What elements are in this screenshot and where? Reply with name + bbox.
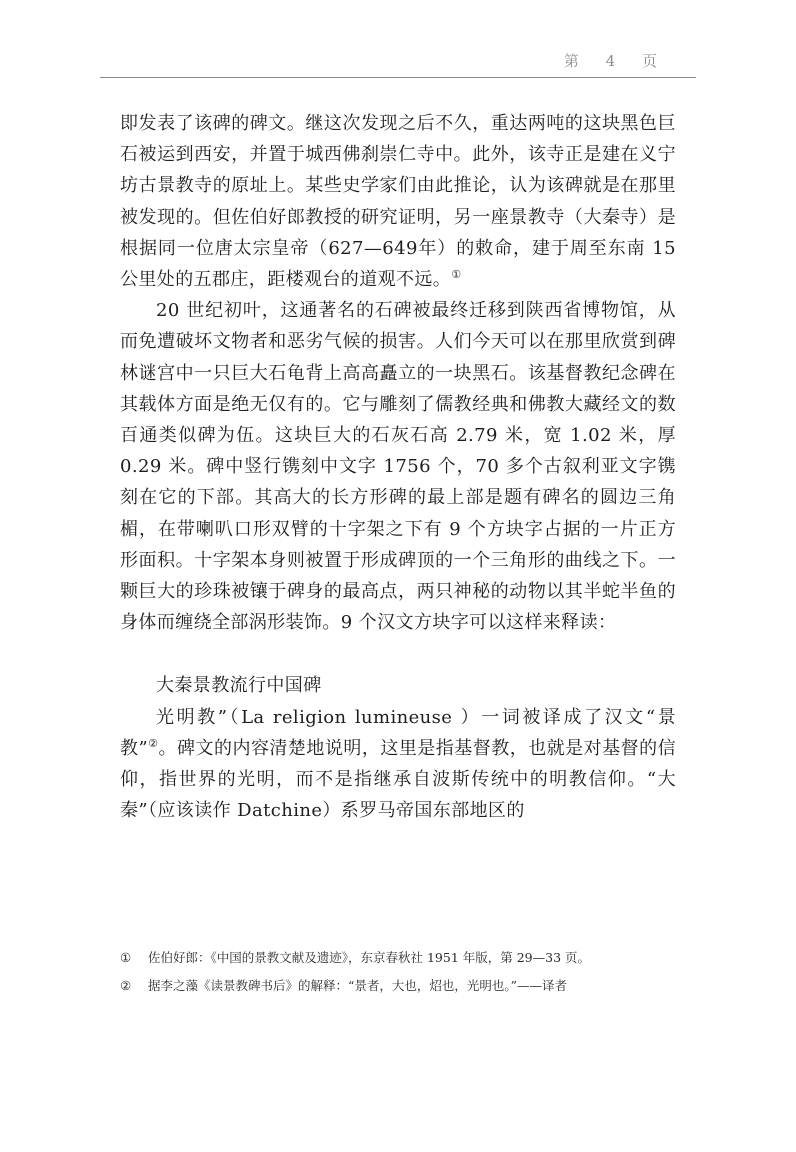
page-header	[100, 50, 696, 78]
main-text	[120, 108, 676, 826]
paragraph-1-text: 即发表了该碑的碑文。继这次发现之后不久，重达两吨的这块黑色巨石被运到西安，并置于城西佛刹崇仁寺中。此外，该寺正是建在义宁坊古景教寺的原址上。某些史学家们由此推论，认为该碑就是在那里被发现的。但佐伯好郎教授的研究证明，另一座景教寺（大秦寺）是根据同一位唐太宗皇帝（627—649年）的敕命，建于周至东南 15 公里处的五郡庄，距楼观台的道观不远。	[120, 113, 676, 291]
inscription-title: 大秦景教流行中国碑	[156, 675, 322, 697]
footnote-1	[120, 946, 676, 970]
footnote-1-text: 佐伯好郎：《中国的景教文献及遗迹》，东京春秋社 1951 年版，第 29—33 页。	[148, 950, 591, 965]
paragraph-1	[120, 108, 676, 295]
paragraph-2: 20 世纪初叶，这通著名的石碑被最终迁移到陕西省博物馆，从而免遭破坏文物者和恶劣气候的损害。人们今天可以在那里欣赏到碑林谜宫中一只巨大石龟背上高高矗立的一块黑石。该基督教纪念碑在其载体方面是绝无仅有的。它与雕刻了儒教经典和佛教大藏经文的数百通类似碑为伍。这块巨大的石灰石高 2.79 米，宽 1.02 米，厚 0.29 米。碑中竖行镌刻中文字 1756 个，70 多个古叙利亚文字镌刻在它的下部。其高大的长方形碑的最上部是题有碑名的圆边三角楣，在带喇叭口形双臂的十字架之下有 9 个方块字占据的一片正方形面积。十字架本身则被置于形成碑顶的一个三角形的曲线之下。一颗巨大的珍珠被镶于碑身的最高点，两只神秘的动物以其半蛇半鱼的身体而缠绕全部涡形装饰。9 个汉文方块字可以这样来释读：	[120, 300, 676, 634]
footnotes	[120, 946, 676, 1002]
footnote-2-text: 据李之藻《读景教碑书后》的解释：“景者，大也，炤也，光明也。”——译者	[148, 978, 568, 993]
footnote-ref-2: ②	[148, 736, 159, 750]
footnote-ref-1: ①	[451, 268, 462, 282]
footnote-2-mark: ②	[120, 978, 132, 993]
paragraph-4	[120, 702, 676, 827]
footnote-2	[120, 974, 676, 998]
paragraph-4-text-a: 光明教”（La religion lumineuse ）一词被译成了汉文“景教”	[120, 706, 676, 759]
page-number: 第 4 页	[563, 52, 668, 70]
footnote-1-mark: ①	[120, 950, 132, 965]
section-gap	[120, 638, 676, 670]
paragraph-4-text-b: 。碑文的内容清楚地说明，这里是指基督教，也就是对基督的信仰，指世界的光明，而不是指继承自波斯传统中的明教信仰。“大秦”（应该读作 Datchine）系罗马帝国东部地区的	[120, 737, 676, 822]
